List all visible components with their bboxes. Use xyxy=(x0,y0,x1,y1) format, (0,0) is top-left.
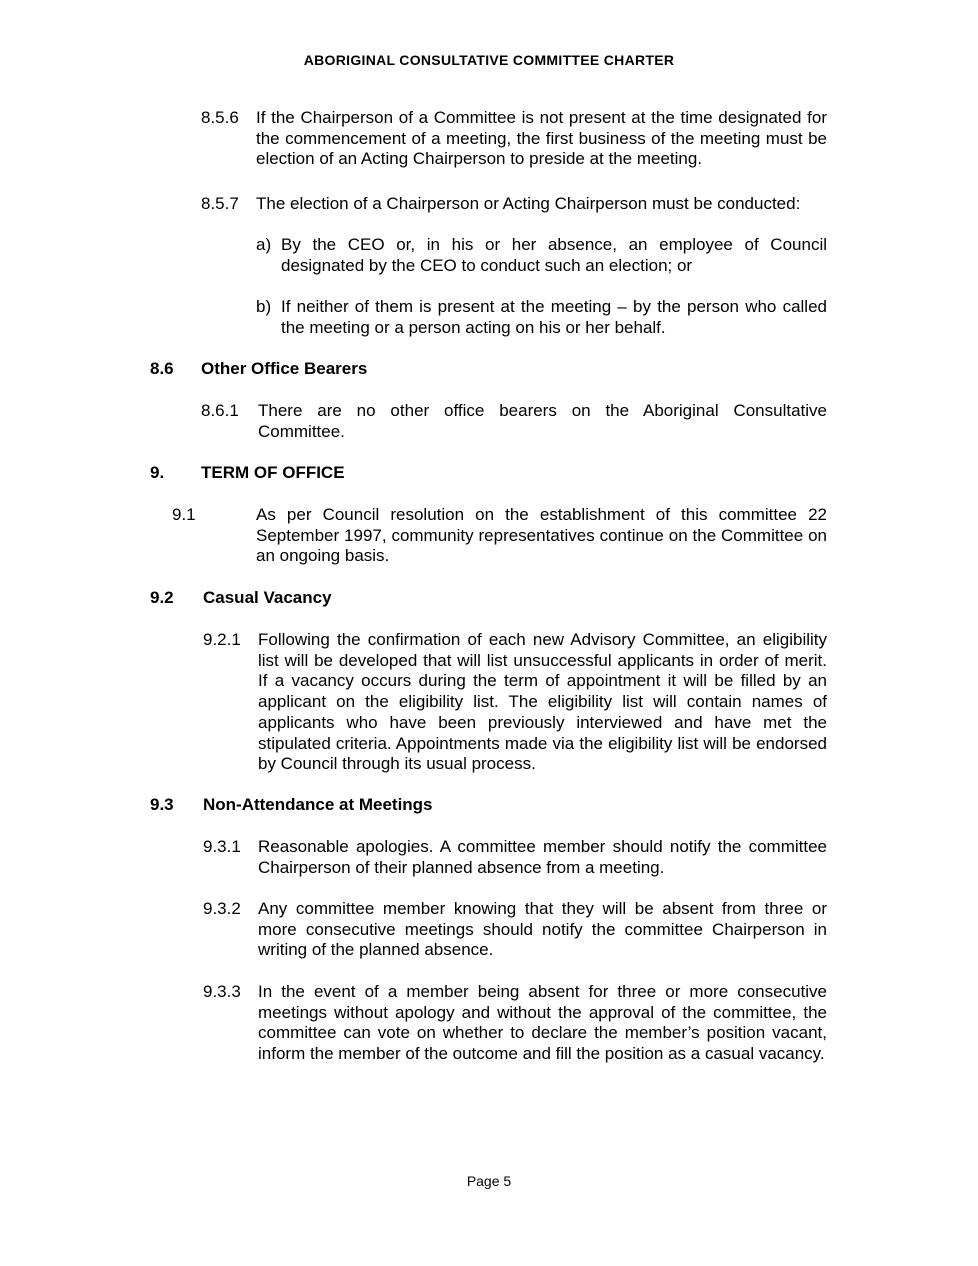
clause-text: Reasonable apologies. A committee member should notify the committee Chairperson of their planned absence from a meeting. xyxy=(258,837,827,877)
section-number: 9.2 xyxy=(150,588,174,607)
section-title: Casual Vacancy xyxy=(203,588,332,607)
clause-number: 9.2.1 xyxy=(203,630,241,649)
clause-text: Any committee member knowing that they will be absent from three or more consecutive meetings should notify the committee Chairperson in writing of the planned absence. xyxy=(258,899,827,960)
clause-number: 9.3.1 xyxy=(203,837,241,856)
clause-number: 8.5.7 xyxy=(201,194,239,213)
clause-text: The election of a Chairperson or Acting Chairperson must be conducted: xyxy=(256,194,801,213)
subclause-letter: a) xyxy=(256,235,272,254)
section-title: Non-Attendance at Meetings xyxy=(203,795,433,814)
clause-text: Following the confirmation of each new Advisory Committee, an eligibility list will be developed that will list unsuccessful applicants in order of merit. If a vacancy occurs during the term of appointment it will be filled by an applicant on the eligibility list. The eligibility list will contain names of applicants who have been previously interviewed and have met the stipulated criteria. Appointments made via the eligibility list will be endorsed by Council through its usual process. xyxy=(258,630,827,774)
clause-number: 9.3.3 xyxy=(203,982,241,1001)
subclause-text: If neither of them is present at the meeting – by the person who called the meeting or a person acting on his or her behalf. xyxy=(281,297,827,337)
clause-number: 9.3.2 xyxy=(203,899,241,918)
document-header-title: ABORIGINAL CONSULTATIVE COMMITTEE CHARTER xyxy=(303,52,675,68)
clause-text: There are no other office bearers on the Aboriginal Consultative Committee. xyxy=(258,401,827,441)
clause-number: 8.5.6 xyxy=(201,108,239,127)
clause-number: 9.1 xyxy=(172,505,196,524)
clause-text: As per Council resolution on the establishment of this committee 22 September 1997, community representatives continue on the Committee on an ongoing basis. xyxy=(256,505,827,566)
section-number: 8.6 xyxy=(150,359,174,378)
section-title: TERM OF OFFICE xyxy=(201,463,345,482)
section-number: 9.3 xyxy=(150,795,174,814)
subclause-text: By the CEO or, in his or her absence, an employee of Council designated by the CEO to conduct such an election; or xyxy=(281,235,827,275)
subclause-letter: b) xyxy=(256,297,272,316)
clause-number: 8.6.1 xyxy=(201,401,239,420)
clause-text: In the event of a member being absent for three or more consecutive meetings without apology and without the approval of the committee, the committee can vote on whether to declare the member’s position vacant, inform the member of the outcome and fill the position as a casual vacancy. xyxy=(258,982,827,1064)
page-number: Page 5 xyxy=(466,1173,512,1189)
section-number: 9. xyxy=(150,463,165,482)
section-title: Other Office Bearers xyxy=(201,359,368,378)
clause-text: If the Chairperson of a Committee is not present at the time designated for the commencement of a meeting, the first business of the meeting must be election of an Acting Chairperson to preside at the meeting. xyxy=(256,108,827,169)
